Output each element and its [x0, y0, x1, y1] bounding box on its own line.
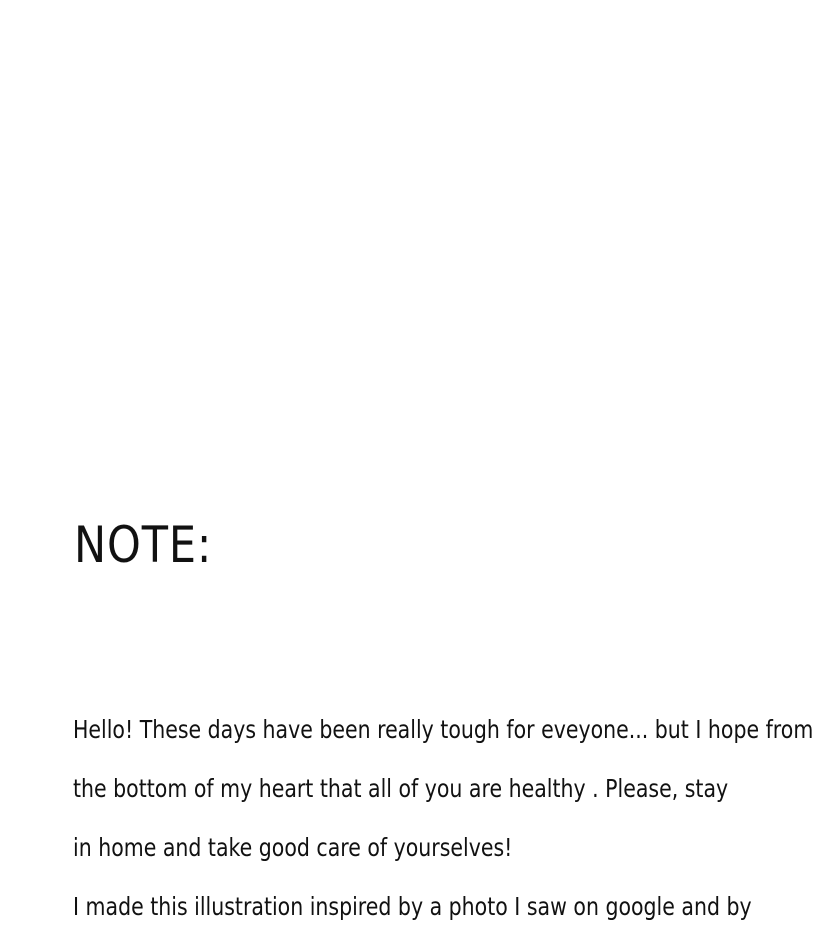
note-title: NOTE:	[74, 516, 213, 574]
note-body	[73, 700, 813, 936]
note-line: Hello! These days have been really tough for eveyone... but I hope from	[73, 715, 813, 744]
note-line: I made this illustration inspired by a photo I saw on google and by	[73, 892, 752, 921]
note-line: the bottom of my heart that all of you are healthy . Please, stay	[73, 774, 729, 803]
note-line: in home and take good care of yourselves!	[73, 833, 513, 862]
